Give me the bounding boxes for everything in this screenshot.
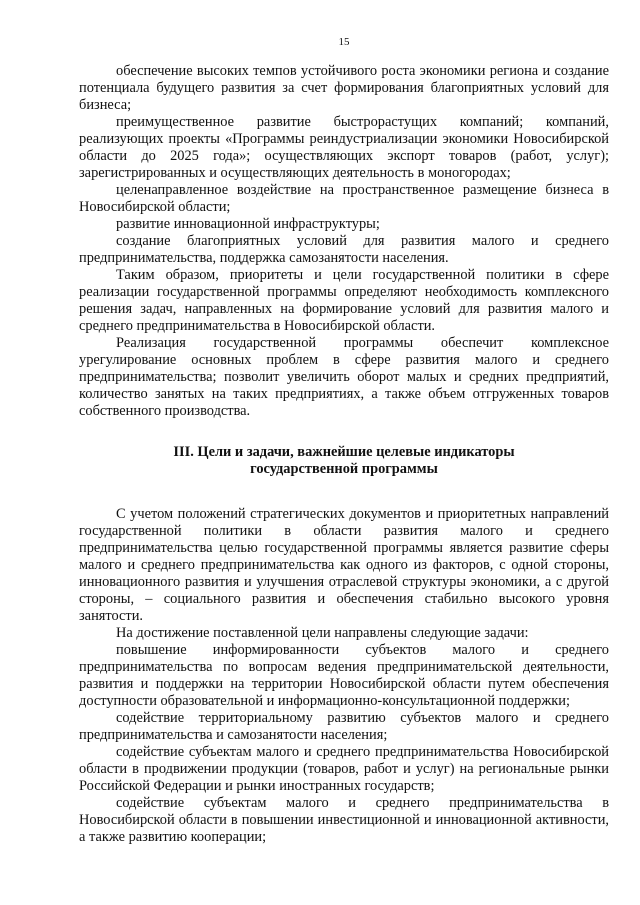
paragraph: содействие субъектам малого и среднего предпринимательства в Новосибирской области в повышении инвестиционной и инновационной активности, а также развитию кооперации; — [79, 795, 609, 845]
paragraph: С учетом положений стратегических документов и приоритетных направлений государственной политики в области развития малого и среднего предпринимательства целью государственной программы является развитие сферы малого и среднего предпринимательства как одного из факторов, с одной стороны, инновационного развития и улучшения отраслевой структуры экономики, а с другой стороны, – социального развития и обеспечения стабильно высокого уровня занятости. — [79, 506, 609, 624]
section-heading — [79, 444, 609, 478]
paragraph: создание благоприятных условий для развития малого и среднего предпринимательства, поддержка самозанятости населения. — [79, 233, 609, 266]
paragraph: целенаправленное воздействие на пространственное размещение бизнеса в Новосибирской области; — [79, 182, 609, 215]
paragraph: развитие инновационной инфраструктуры; — [116, 216, 380, 232]
paragraph: Таким образом, приоритеты и цели государственной политики в сфере реализации государственной программы определяют необходимость комплексного решения задач, направленных на формирование условий для развития малого и среднего предпринимательства в Новосибирской области. — [79, 267, 609, 334]
paragraph: преимущественное развитие быстрорастущих компаний; компаний, реализующих проекты «Программы реиндустриализации экономики Новосибирской области до 2025 года»; осуществляющих экспорт товаров (работ, услуг); зарегистрированных и осуществляющих деятельность в моногородах; — [79, 114, 609, 181]
paragraph: содействие территориальному развитию субъектов малого и среднего предпринимательства и самозанятости населения; — [79, 710, 609, 743]
document-body — [79, 63, 609, 846]
paragraph: На достижение поставленной цели направлены следующие задачи: — [116, 625, 529, 641]
paragraph: повышение информированности субъектов малого и среднего предпринимательства по вопросам ведения предпринимательской деятельности, развития и поддержки на территории Новосибирской области путем обеспечения доступности образовательной и информационно-консультационной поддержки; — [79, 642, 609, 709]
section-heading-line: III. Цели и задачи, важнейшие целевые индикаторы — [173, 444, 515, 460]
paragraph: Реализация государственной программы обеспечит комплексное урегулирование основных проблем в сфере развития малого и среднего предпринимательства; позволит увеличить оборот малых и средних предприятий, количество занятых на таких предприятиях, а также объем отгруженных товаров собственного производства. — [79, 335, 609, 419]
paragraph: содействие субъектам малого и среднего предпринимательства Новосибирской области в продвижении продукции (товаров, работ и услуг) на региональные рынки Российской Федерации и рынки иностранных государств; — [79, 744, 609, 794]
section-heading-line: государственной программы — [250, 461, 438, 477]
page-number: 15 — [338, 36, 350, 48]
paragraph: обеспечение высоких темпов устойчивого роста экономики региона и создание потенциала будущего развития за счет формирования благоприятных условий для бизнеса; — [79, 63, 609, 113]
